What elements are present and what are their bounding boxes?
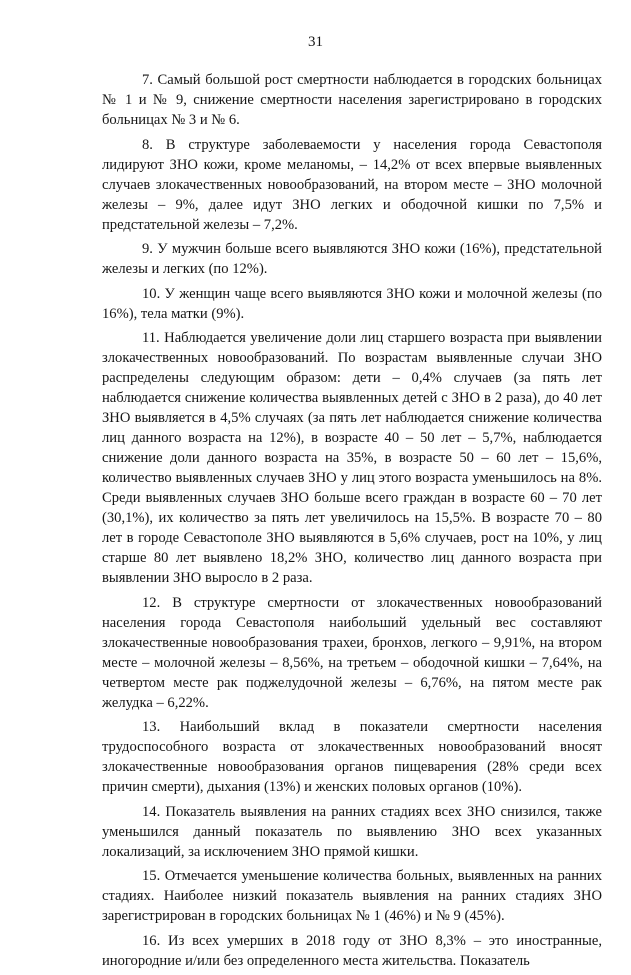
paragraph-16: 16. Из всех умерших в 2018 году от ЗНО 8,3% – это иностранные, иногородние и/или без определенного места жительства. Показатель — [102, 932, 602, 969]
paragraph-10: 10. У женщин чаще всего выявляются ЗНО кожи и молочной железы (по 16%), тела матки (9%). — [102, 285, 602, 322]
paragraph-13: 13. Наибольший вклад в показатели смертности населения трудоспособного возраста от злокачественных новообразований вносят злокачественные новообразования органов пищеварения (28% среди всех причин смерти), дыхания (13%) и женских половых органов (10%). — [102, 719, 602, 795]
paragraph-8: 8. В структуре заболеваемости у населения города Севастополя лидируют ЗНО кожи, кроме меланомы, – 14,2% от всех впервые выявленных случаев злокачественных новообразований, на втором месте – ЗНО молочной железы – 9%, далее идут ЗНО легких и ободочной кишки по 7,5% и предстательной железы – 7,2%. — [102, 136, 602, 233]
document-body — [102, 70, 602, 975]
paragraph-9: 9. У мужчин больше всего выявляются ЗНО кожи (16%), предстательной железы и легких (по 12%). — [102, 241, 602, 277]
page-number: 31 — [308, 34, 323, 50]
paragraph-14: 14. Показатель выявления на ранних стадиях всех ЗНО снизился, также уменьшился данный показатель по выявлению ЗНО всех указанных локализаций, за исключением ЗНО прямой кишки. — [102, 803, 602, 860]
paragraph-7: 7. Самый большой рост смертности наблюдается в городских больницах № 1 и № 9, снижение смертности населения зарегистрировано в городских больницах № 3 и № 6. — [102, 72, 602, 128]
paragraph-11: 11. Наблюдается увеличение доли лиц старшего возраста при выявлении злокачественных новообразований. По возрастам выявленные случаи ЗНО распределены следующим образом: дети – 0,4% случаев (за пять лет наблюдается снижение количества выявленных детей с ЗНО в 2 раза), до 40 лет ЗНО выявляется в 4,5% случаях (за пять лет наблюдается снижение количества лиц данного возраста на 12%), в возрасте 40 – 50 лет – 5,7%, наблюдается снижение доли данного возраста на 35%, в возрасте 50 – 60 лет – 15,6%, количество выявленных случаев ЗНО у лиц этого возраста уменьшилось на 8%. Среди выявленных случаев ЗНО больше всего граждан в возрасте 60 – 70 лет (30,1%), их количество за пять лет увеличилось на 15,5%. В возрасте 70 – 80 лет в городе Севастополе ЗНО выявляются в 5,6% случаев, рост на 10%, у лиц старше 80 лет выявлено 18,2% ЗНО, количество лиц данного возраста при выявлении ЗНО выросло в 2 раза. — [102, 330, 602, 586]
paragraph-12: 12. В структуре смертности от злокачественных новообразований населения города Севастополя наибольший удельный вес составляют злокачественные новообразования трахеи, бронхов, легкого – 9,91%, на втором месте – молочной железы – 8,56%, на третьем – ободочной кишки – 7,64%, на четвертом месте рак поджелудочной железы – 6,76%, на пятом месте рак желудка – 6,22%. — [102, 594, 602, 711]
paragraph-15: 15. Отмечается уменьшение количества больных, выявленных на ранних стадиях. Наиболее низкий показатель выявления на ранних стадиях ЗНО зарегистрирован в городских больницах № 1 (46%) и № 9 (45%). — [102, 868, 602, 924]
